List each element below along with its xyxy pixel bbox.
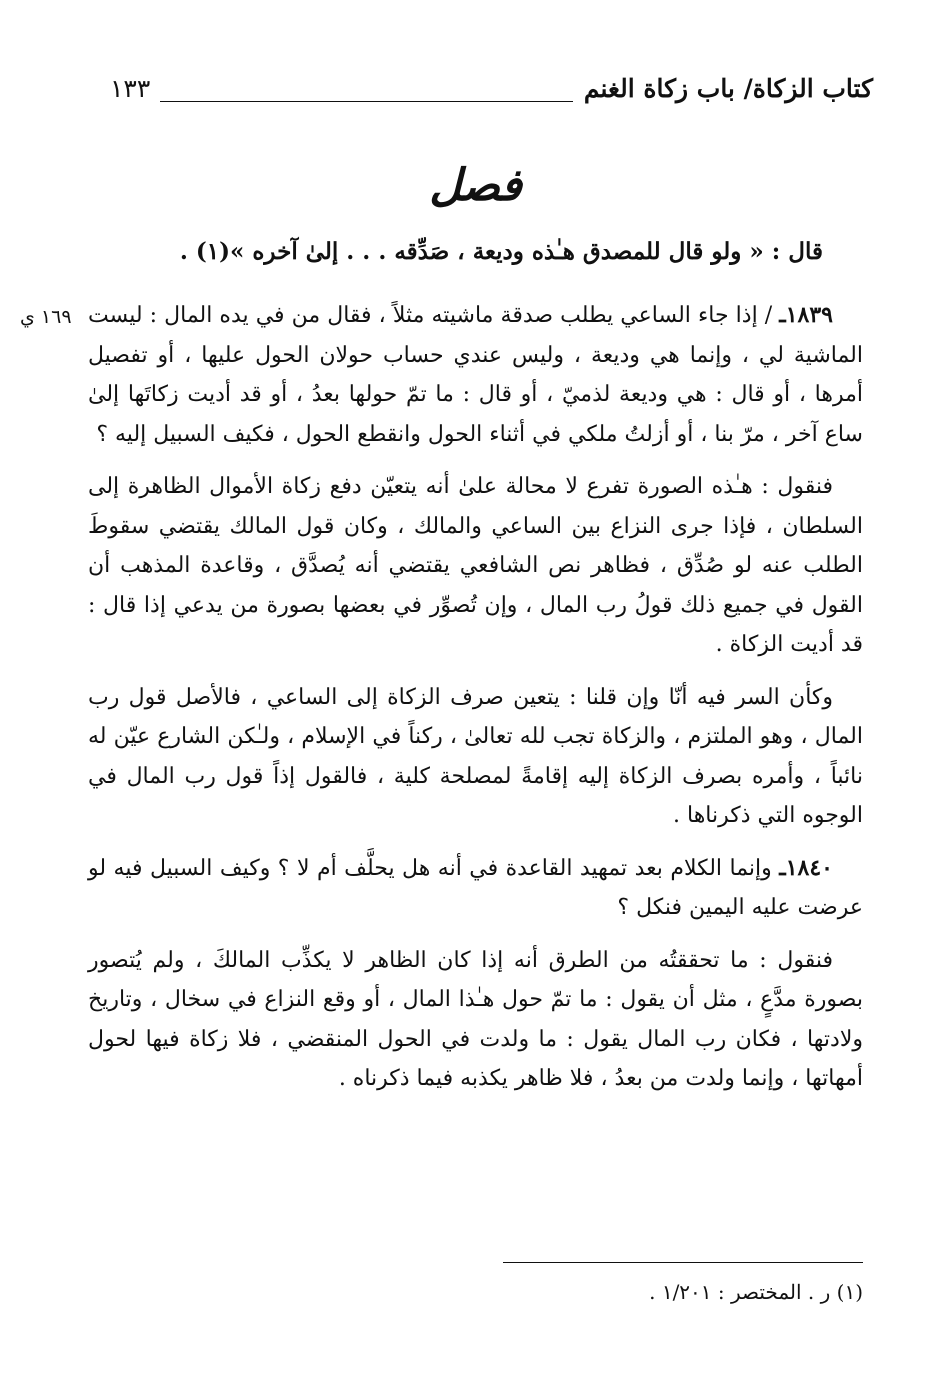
quoted-text-line: قال : « ولو قال للمصدق هـٰذه وديعة ، صَدِّقه . . . إلىٰ آخره »(١) .: [179, 238, 823, 265]
paragraph: [88, 941, 863, 1099]
chapter-heading: فصل: [429, 160, 522, 211]
header-rule: [160, 101, 573, 102]
margin-note: ١٦٩ ي: [20, 306, 72, 328]
footnote: (١) ر . المختصر : ١/٢٠١ .: [649, 1280, 863, 1304]
body-text: [88, 296, 863, 1099]
paragraph: [88, 678, 863, 836]
running-header: [110, 74, 873, 114]
page-number: ١٣٣: [110, 74, 151, 103]
paragraph-number: ١٨٤٠ـ: [779, 854, 833, 881]
paragraph-text: وكأن السر فيه أنّا وإن قلنا : يتعين صرف الزكاة إلى الساعي ، فالأصل قول رب المال ، وهو الملتزم ، والزكاة تجب لله تعالىٰ ، ركناً في الإسلام ، ولـٰكن الشارع عيّن له نائباً ، وأمره بصرف الزكاة إليه إقامةً لمصلحة كلية ، فالقول إذاً قول رب المال في الوجوه التي ذكرناها .: [88, 684, 863, 828]
footnote-rule: [503, 1262, 863, 1263]
paragraph-text: فنقول : ما تحققتُه من الطرق أنه إذا كان الظاهر لا يكذِّب المالكَ ، ولم يُتصور بصورة مدَّعٍ ، مثل أن يقول : ما تمّ حول هـٰذا المال ، أو وقع النزاع في سخال ، وتاريخ ولادتها ، فكان رب المال يقول : ما ولدت في الحول المنقضي ، فلا زكاة فيها لحول أمهاتها ، وإنما ولدت من بعدُ ، فلا ظاهر يكذبه فيما ذكرناه .: [88, 947, 863, 1091]
paragraph-number: ١٨٣٩ـ: [779, 302, 833, 328]
paragraph-text: وإنما الكلام بعد تمهيد القاعدة في أنه هل يحلَّف أم لا ؟ وكيف السبيل فيه لو عرضت عليه اليمين فنكل ؟: [88, 855, 863, 920]
paragraph-1840: [88, 849, 863, 928]
paragraph: [88, 467, 863, 665]
paragraph-1839: [88, 296, 863, 454]
paragraph-text: فنقول : هـٰذه الصورة تفرع لا محالة علىٰ أنه يتعيّن دفع زكاة الأموال الظاهرة إلى السلطان ، فإذا جرى النزاع بين الساعي والمالك ، وكان قول المالك يقتضي سقوطَ الطلب عنه لو صُدِّق ، فظاهر نص الشافعي يقتضي أنه يُصدَّق ، وقاعدة المذهب أن القول في جميع ذلك قولُ رب المال ، وإن تُصوِّر في بعضها بصورة من يدعي إذا قال : قد أديت الزكاة .: [88, 474, 863, 657]
running-header-title: كتاب الزكاة/ باب زكاة الغنم: [583, 74, 873, 103]
paragraph-text: / إذا جاء الساعي يطلب صدقة ماشيته مثلاً ، فقال من في يده المال : ليست الماشية لي ، وإنما هي وديعة ، وليس عندي حساب حولان الحول عليها ، أو تفصيل أمرها ، أو قال : هي وديعة لذميّ ، أو قال : ما تمّ حولها بعدُ ، أو قد أديت زكاتَها إلىٰ ساع آخر ، مرّ بنا ، أو أزلتُ ملكي في أثناء الحول وانقطع الحول ، فكيف السبيل إليه ؟: [88, 303, 863, 447]
